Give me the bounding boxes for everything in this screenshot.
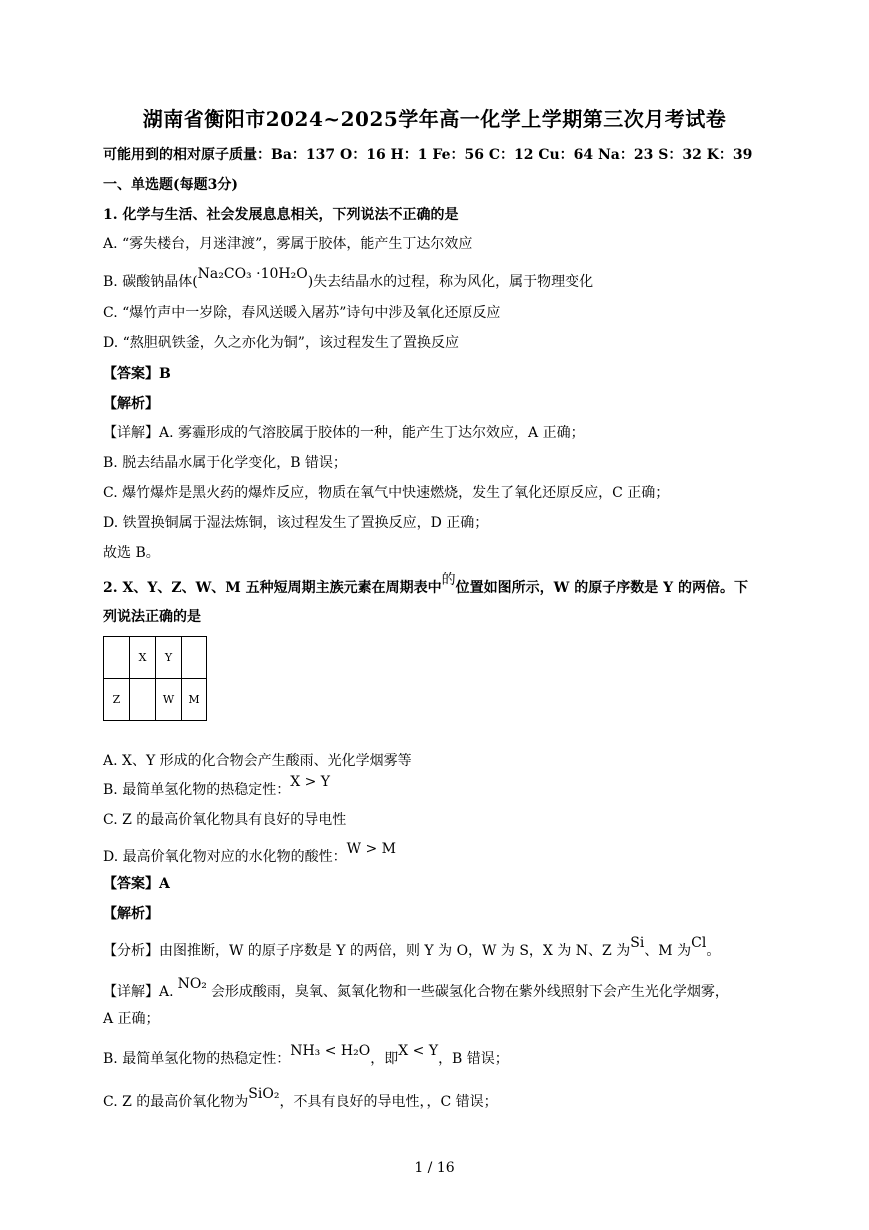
q2-analysis-pre: 【分析】由图推断，W 的原子序数是 Y 的两倍，则 Y 为 O，W 为 S，X 为 N、Z 为 xyxy=(103,943,631,959)
q2-analysis-cl: Cl xyxy=(691,935,707,951)
q2-stem-line2: 列说法正确的是 xyxy=(103,609,201,625)
q1-option-b-formula: Na₂CO₃ ·10H₂O xyxy=(197,266,308,282)
q1-detail-b: B. 脱去结晶水属于化学变化，B 错误； xyxy=(103,455,347,471)
q2-option-d-formula: W > M xyxy=(346,841,396,857)
q2-detail-a-post: 会形成酸雨，臭氧、氮氧化物和一些碳氢化合物在紫外线照射下会产生光化学烟雾， xyxy=(210,984,729,1000)
q2-detail-b-post: ，B 错误； xyxy=(438,1051,509,1067)
q2-detail-a-pre: 【详解】A. xyxy=(103,984,174,1000)
q1-detail-c: C. 爆竹爆炸是黑火药的爆炸反应，物质在氧气中快速燃烧，发生了氧化还原反应，C 正确； xyxy=(103,485,670,501)
q1-detail-d: D. 铁置换铜属于湿法炼铜，该过程发生了置换反应，D 正确； xyxy=(103,515,489,531)
page-title: 湖南省衡阳市2024~2025学年高一化学上学期第三次月考试卷 xyxy=(142,107,727,131)
periodic-table-fragment xyxy=(103,636,207,721)
table-cell: W xyxy=(156,679,182,721)
q2-detail-b-formula2: X < Y xyxy=(398,1043,439,1059)
q2-stem-pre: 2. X、Y、Z、W、M 五种短周期主族元素在周期表中 xyxy=(103,580,442,596)
q1-analysis-label: 【解析】 xyxy=(103,396,159,412)
page-number: 1 / 16 xyxy=(414,1160,455,1176)
q2-detail-c xyxy=(103,1086,498,1112)
q2-detail-a-formula: NO₂ xyxy=(177,976,207,992)
q1-option-b-pre: B. 碳酸钠晶体( xyxy=(103,274,198,290)
q1-detail-a: 【详解】A. 雾霾形成的气溶胶属于胶体的一种，能产生丁达尔效应，A 正确； xyxy=(103,425,585,441)
q2-detail-b-formula: NH₃ < H₂O xyxy=(290,1043,371,1059)
q2-stem-line1 xyxy=(103,572,749,598)
table-cell xyxy=(182,637,207,679)
q2-answer: 【答案】A xyxy=(103,876,170,892)
q1-answer: 【答案】B xyxy=(103,366,171,382)
q2-option-a: A. X、Y 形成的化合物会产生酸雨、光化学烟雾等 xyxy=(103,753,412,769)
q1-stem: 1. 化学与生活、社会发展息息相关，下列说法不正确的是 xyxy=(103,207,459,223)
q2-option-c: C. Z 的最高价氧化物具有良好的导电性 xyxy=(103,812,347,828)
q2-analysis xyxy=(103,935,721,961)
q2-detail-b xyxy=(103,1043,509,1069)
q1-option-d: D. “熬胆矾铁釜，久之亦化为铜”，该过程发生了置换反应 xyxy=(103,335,459,351)
table-cell: X xyxy=(130,637,156,679)
table-cell: Z xyxy=(104,679,130,721)
q2-stem-post: 位置如图所示，W 的原子序数是 Y 的两倍。下 xyxy=(455,580,749,596)
q2-stem-sup: 的 xyxy=(441,572,456,588)
q2-analysis-mid: 、M 为 xyxy=(644,943,692,959)
q2-analysis-si: Si xyxy=(630,935,645,951)
section-heading: 一、单选题(每题3分) xyxy=(103,177,238,193)
table-row xyxy=(104,679,207,721)
table-cell xyxy=(130,679,156,721)
q2-option-b xyxy=(103,774,331,800)
q1-option-c: C. “爆竹声中一岁除，春风送暖入屠苏”诗句中涉及氧化还原反应 xyxy=(103,305,501,321)
q2-detail-c-post: ，不具有良好的导电性，，C 错误； xyxy=(279,1094,498,1110)
q2-detail-c-pre: C. Z 的最高价氧化物为 xyxy=(103,1094,249,1110)
table-row xyxy=(104,637,207,679)
q1-option-b-post: )失去结晶水的过程，称为风化，属于物理变化 xyxy=(307,274,594,290)
q2-detail-b-pre: B. 最简单氢化物的热稳定性： xyxy=(103,1051,291,1067)
q2-detail-c-formula: SiO₂ xyxy=(248,1086,280,1102)
q2-analysis-end: 。 xyxy=(706,943,721,959)
atomic-masses: 可能用到的相对原子质量：Ba：137 O：16 H：1 Fe：56 C：12 Cu：64 Na：23 S：32 K：39 xyxy=(103,147,753,163)
q2-option-d-pre: D. 最高价氧化物对应的水化物的酸性： xyxy=(103,849,347,865)
q1-conclusion: 故选 B。 xyxy=(103,545,160,561)
q2-detail-a-line2: A 正确； xyxy=(103,1011,160,1027)
q1-option-b xyxy=(103,266,594,292)
q2-option-b-pre: B. 最简单氢化物的热稳定性： xyxy=(103,782,291,798)
q2-detail-a xyxy=(103,976,729,1002)
table-cell xyxy=(104,637,130,679)
table-cell: Y xyxy=(156,637,182,679)
table-cell: M xyxy=(182,679,207,721)
q2-detail-b-mid: ，即 xyxy=(370,1051,399,1067)
q2-option-d xyxy=(103,841,396,867)
q2-option-b-formula: X > Y xyxy=(290,774,331,790)
q2-analysis-label: 【解析】 xyxy=(103,906,159,922)
q1-option-a: A. “雾失楼台，月迷津渡”，雾属于胶体，能产生丁达尔效应 xyxy=(103,236,473,252)
